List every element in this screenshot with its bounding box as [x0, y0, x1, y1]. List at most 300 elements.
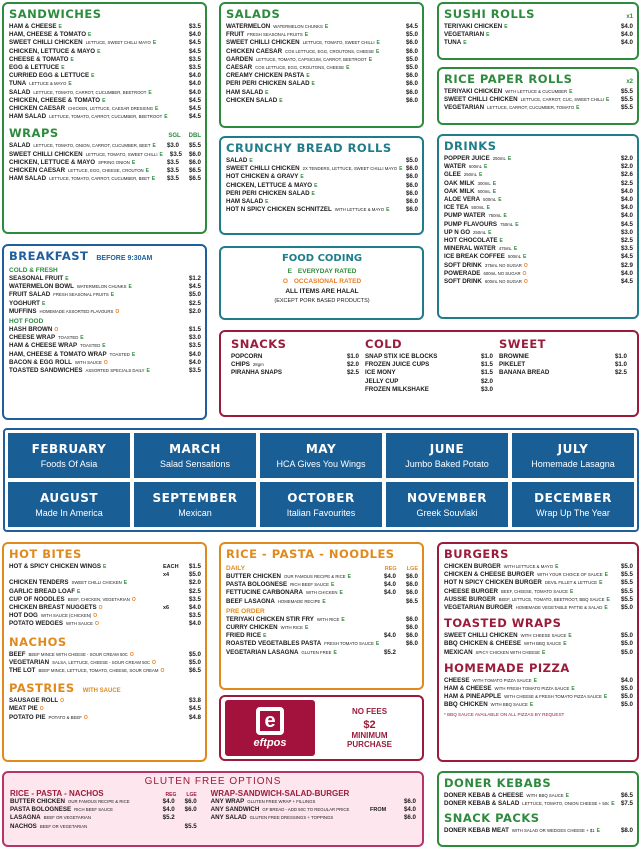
item-price-regular: $4.0	[383, 581, 396, 589]
item-title: POPCORN	[231, 353, 263, 360]
item-name	[444, 596, 610, 604]
menu-item	[226, 632, 418, 640]
item-price: $6.0	[405, 72, 418, 80]
everyday-rating: E	[368, 56, 373, 63]
item-title: BUTTER CHICKEN	[226, 573, 281, 580]
item-name	[444, 701, 609, 709]
drinks-list	[444, 155, 633, 286]
menu-item	[9, 308, 201, 316]
item-note: GLUTEN FREE	[301, 649, 332, 655]
item-price: $5.0	[620, 563, 633, 570]
menu-item	[444, 180, 633, 188]
item-price-large: $6.0	[184, 798, 197, 805]
sushi-list	[444, 23, 633, 48]
menu-item	[9, 588, 201, 596]
salads-title: SALADS	[226, 7, 281, 21]
sushi-panel	[437, 2, 639, 60]
item-price: $4.0	[188, 80, 201, 88]
month-tile	[386, 433, 508, 478]
item-note: TOASTED	[58, 335, 79, 341]
item-title: CURRY CHICKEN	[226, 624, 278, 632]
item-title: ANY SALAD	[210, 814, 247, 822]
item-note: LETTUCE, CARROT, CUCUMBER, TOMATO	[487, 105, 575, 111]
item-name	[9, 579, 163, 587]
item-title: SOFT DRINK	[444, 278, 482, 286]
everyday-rating: E	[499, 238, 503, 245]
item-name	[9, 283, 177, 291]
item-name	[365, 369, 469, 377]
snacks-title: SNACKS	[231, 337, 287, 351]
menu-item	[226, 206, 418, 214]
everyday-rating: E	[555, 564, 559, 570]
month-theme: Mexican	[178, 508, 212, 518]
everyday-rating: E	[110, 292, 115, 299]
month-name: MAY	[305, 442, 337, 456]
item-title: PUMP FLAVOURS	[444, 220, 498, 228]
menu-item	[444, 23, 633, 31]
item-title: TERIYAKI CHICKEN STIR FRY	[226, 615, 314, 623]
item-title: LASAGNA	[10, 814, 41, 822]
everyday-rating: E	[492, 188, 497, 195]
item-name	[444, 188, 609, 196]
item-price: $3.8	[188, 697, 201, 705]
item-title: DONER KEBAB & SALAD	[444, 800, 520, 808]
month-tile	[260, 433, 382, 478]
item-price: $2.5	[188, 587, 201, 595]
menu-item	[226, 89, 418, 97]
everyday-rating: E	[314, 182, 318, 189]
menu-item	[226, 573, 418, 581]
sushi-title: SUSHI ROLLS	[444, 7, 535, 21]
item-name	[444, 563, 609, 571]
everyday-rating: E	[603, 694, 608, 701]
item-note: 750mL	[500, 221, 514, 227]
item-name	[444, 221, 609, 229]
item-name	[226, 581, 374, 589]
item-price: $1.0	[346, 353, 359, 360]
menu-item	[444, 640, 633, 648]
item-price: $6.0	[405, 165, 418, 173]
item-title: WATER	[444, 163, 466, 171]
menu-item	[444, 596, 633, 604]
occasional-letter: O	[282, 278, 288, 285]
gluten-right-list	[211, 798, 416, 823]
item-name	[9, 97, 177, 105]
item-title: PIRANHA SNAPS	[231, 369, 282, 377]
item-price: $4.5	[405, 23, 418, 30]
item-note: WITH LETTUCE & MAYO	[503, 564, 554, 569]
hotbites-title: HOT BITES	[9, 547, 82, 561]
everyday-rating: E	[515, 221, 519, 228]
doner-panel	[437, 771, 639, 847]
item-name	[231, 353, 335, 361]
item-name	[226, 616, 374, 624]
item-price: $5.0	[405, 64, 418, 72]
item-name	[9, 563, 163, 571]
item-note: LETTUCE, SWEET CHILLI MAYO	[85, 40, 151, 46]
menu-item	[226, 598, 418, 606]
item-price: $5.0	[620, 693, 633, 701]
item-note: WITH SALAD OR WEDGES CHEESE + $1	[511, 828, 595, 834]
menu-item	[9, 151, 201, 159]
item-note: LETTUCE, TOMATO, ONION, CARROT, CUCUMBER, BEET	[33, 143, 151, 149]
item-title: CHICKEN BREAST NUGGETS	[9, 604, 97, 612]
item-title: BEEF LASAGNA	[226, 597, 275, 605]
item-name	[9, 56, 177, 64]
everyday-rating: E	[311, 81, 315, 88]
menu-item	[226, 640, 418, 648]
item-name	[10, 798, 153, 806]
item-note: FRESH TOMATO SAUCE	[324, 641, 374, 647]
menu-item	[226, 581, 418, 589]
item-title: TUNA	[9, 80, 27, 88]
item-title: EGG & LETTUCE	[9, 64, 60, 72]
everyday-rating: E	[152, 143, 156, 150]
everyday-rating: E	[159, 151, 163, 158]
item-note: DEVIL FILLET & LETTUCE	[544, 580, 598, 586]
item-name	[9, 275, 177, 283]
item-name	[226, 649, 374, 657]
rpn-lge-header: LGE	[406, 566, 418, 572]
item-price: $3.0	[620, 228, 633, 236]
eftpos-panel	[219, 695, 424, 761]
pastries-title: PASTRIES	[9, 681, 75, 696]
item-name	[9, 667, 177, 675]
menu-item	[226, 97, 418, 105]
item-price-large: $6.0	[188, 150, 201, 158]
item-note: 250mL	[473, 229, 487, 235]
item-title: ICE BREAK COFFEE	[444, 253, 505, 261]
menu-item	[9, 571, 201, 579]
everyday-rating: E	[596, 828, 600, 835]
item-title: CHICKEN, LETTUCE & MAYO	[9, 47, 96, 55]
item-title: VEGETARIAN	[444, 104, 485, 112]
item-name	[9, 175, 157, 183]
item-note: BEEF MINCE, LETTUCE, TOMATO, CHEESE, SOUR CREAM	[38, 668, 159, 674]
item-price: $5.0	[188, 650, 201, 658]
item-price: $5.0	[188, 571, 201, 579]
month-name: OCTOBER	[287, 491, 355, 505]
item-title: POWERADE	[444, 269, 481, 277]
item-price: $2.5	[614, 369, 627, 377]
item-name	[9, 334, 177, 342]
item-title: CHICKEN, LETTUCE & MAYO	[226, 181, 313, 189]
item-title: JELLY CUP	[365, 377, 399, 385]
salad-list	[226, 23, 418, 105]
everyday-rating: E	[77, 588, 81, 595]
menu-item	[444, 685, 633, 693]
item-price: $5.0	[620, 632, 633, 640]
item-note: FRESH SEASONAL FRUITS	[53, 292, 109, 298]
item-note: WITH LETTUCE & CUCUMBER	[505, 89, 568, 94]
item-name	[9, 300, 177, 308]
occasional-label: OCCASIONAL RATED	[293, 278, 362, 285]
menu-item	[444, 229, 633, 237]
item-note: OUR FAMOUS RECIPE & RICE	[68, 799, 130, 804]
menu-item	[226, 624, 418, 632]
menu-item	[226, 80, 418, 88]
item-note: RICH BEEF SAUCE	[290, 582, 329, 588]
menu-item	[444, 212, 633, 220]
everyday-rating: E	[533, 677, 537, 684]
item-price: $2.5	[620, 237, 633, 245]
item-note: SPICY CHICKEN WITH CHEESE	[475, 649, 540, 655]
item-price: $1.0	[480, 353, 493, 360]
month-tile	[386, 482, 508, 527]
item-name	[499, 361, 603, 369]
item-price: $5.0	[188, 658, 201, 666]
item-price: $5.0	[620, 685, 633, 693]
item-price: $6.0	[405, 96, 418, 104]
item-note: 250mL	[463, 172, 477, 178]
item-note: 600mL	[468, 164, 483, 170]
item-price-regular: $3.0	[166, 142, 179, 150]
item-name	[211, 806, 370, 814]
item-note: WITH BBQ SAUCE	[524, 641, 562, 647]
everyday-rating: E	[279, 97, 283, 104]
item-name	[9, 159, 157, 167]
everyday-rating: E	[347, 574, 351, 580]
item-price: $4.0	[188, 88, 201, 96]
item-title: SOFT DRINK	[444, 261, 482, 269]
item-title: VEGETARIAN	[444, 31, 485, 39]
menu-item	[444, 701, 633, 709]
item-name	[444, 212, 609, 220]
month-tile	[8, 482, 130, 527]
item-title: CHIPS	[231, 361, 250, 369]
menu-item	[211, 798, 416, 806]
item-title: ICE TEA	[444, 204, 469, 212]
doner-title: DONER KEBABS	[444, 776, 552, 790]
item-price: $1.0	[614, 353, 627, 360]
item-name	[9, 291, 177, 299]
item-price: $4.5	[620, 253, 633, 261]
menu-item	[226, 589, 418, 597]
item-name	[444, 163, 609, 171]
item-name	[226, 165, 402, 173]
occasional-rating: O	[160, 668, 165, 675]
menu-item	[444, 262, 633, 270]
item-title: HOT DOG	[9, 612, 38, 620]
item-note: 28gm	[252, 362, 264, 368]
item-name	[226, 573, 374, 581]
item-price: $6.0	[405, 206, 418, 214]
occasional-rating: O	[93, 613, 98, 620]
item-title: DONER KEBAB & CHEESE	[444, 792, 524, 799]
wraps-dbl-header: DBL	[188, 133, 201, 140]
item-price: $4.5	[188, 47, 201, 55]
menu-item	[499, 369, 627, 377]
item-title: DONER KEBAB MEAT	[444, 827, 509, 835]
item-name	[226, 173, 394, 181]
item-title: MEAT PIE	[9, 705, 38, 713]
item-name	[226, 598, 374, 606]
eftpos-e-icon: e	[256, 707, 284, 735]
item-price: $5.5	[620, 104, 633, 112]
item-price-large: $6.0	[405, 640, 418, 648]
menu-item	[444, 96, 633, 104]
item-note: LETTUCE, EGG, CHEESE, CROUTON	[68, 168, 144, 174]
item-note: CHICKEN, LETTUCE, CAESAR DRESSING	[68, 106, 154, 112]
nachos-list	[9, 651, 201, 676]
item-name	[444, 31, 609, 39]
item-name	[499, 369, 603, 377]
menu-item	[9, 23, 201, 31]
menu-item	[444, 800, 633, 808]
item-price: $5.5	[620, 587, 633, 595]
month-tile	[512, 433, 634, 478]
nofees-label: NO FEES	[351, 707, 388, 716]
item-price: $8.0	[620, 827, 633, 835]
item-note: WATERMELON CHUNKS	[76, 284, 127, 290]
occasional-rating: O	[129, 651, 134, 658]
item-name	[444, 171, 609, 179]
item-name	[9, 659, 177, 667]
item-note: WATERMELON CHUNKS	[273, 24, 323, 29]
item-name	[9, 342, 177, 350]
item-price-regular: $3.5	[169, 150, 182, 158]
item-title: HAM & PINEAPPLE	[444, 693, 502, 701]
month-theme: Greek Souvlaki	[416, 508, 478, 518]
menu-item	[226, 23, 418, 31]
item-price: $4.5	[188, 113, 201, 121]
item-price: $5.0	[620, 701, 633, 709]
item-name	[226, 632, 374, 640]
menu-item	[9, 80, 201, 88]
item-price: $4.5	[188, 705, 201, 713]
item-price: $4.0	[188, 604, 201, 612]
sandwiches-title: SANDWICHES	[9, 7, 102, 21]
everyday-rating: E	[151, 176, 156, 183]
menu-item	[9, 291, 201, 299]
item-note: WITH YOUR CHOICE OF SAUCE	[537, 572, 603, 578]
everyday-rating: E	[265, 199, 269, 206]
item-name	[444, 204, 609, 212]
item-name	[444, 571, 609, 579]
item-price-regular: $4.0	[383, 632, 396, 640]
item-note: WITH RICE	[280, 625, 304, 631]
item-name	[444, 104, 609, 112]
item-note: COS LETTUCE, EGG, CROUTONS, CHEESE	[255, 65, 345, 71]
item-note: WITH RICE	[316, 616, 340, 622]
item-price: $4.5	[188, 96, 201, 104]
item-name	[444, 229, 609, 237]
everyday-rating: E	[479, 172, 483, 179]
item-name	[365, 386, 469, 394]
ricepaper-qty: x2	[626, 79, 633, 85]
item-title: CUP OF NOODLES	[9, 595, 65, 603]
item-title: HAM & CHEESE WRAP	[9, 342, 78, 350]
item-quantity: x6	[163, 605, 170, 612]
item-price-large: $6.0	[405, 589, 418, 597]
item-title: TERIYAKI CHICKEN	[444, 23, 503, 30]
everyday-rating: E	[131, 351, 136, 358]
item-name	[226, 97, 394, 105]
everyday-rating: E	[249, 158, 253, 164]
bf-hot-list	[9, 326, 201, 375]
item-name	[9, 705, 177, 713]
item-price: $1.0	[614, 361, 627, 369]
cold-title: COLD	[365, 337, 403, 351]
item-name	[365, 378, 469, 386]
everyday-rating: E	[486, 205, 490, 212]
menu-item	[444, 677, 633, 685]
item-title: CHEESE & TOMATO	[9, 55, 69, 63]
item-name	[9, 596, 163, 604]
everyday-rating: E	[570, 588, 574, 595]
rpn-list	[226, 573, 418, 606]
item-title: PASTA BOLOGNESE	[10, 806, 72, 814]
menu-item	[226, 198, 418, 206]
month-theme: Italian Favourites	[286, 508, 356, 518]
item-note: BEEF MINCE WITH CHEESE - SOUR CREAM 50C	[28, 651, 128, 657]
menu-item	[365, 386, 493, 394]
everyday-rating: E	[541, 649, 546, 656]
item-name	[10, 814, 153, 822]
item-title: HOT & SPICY CHICKEN WINGS	[9, 563, 102, 570]
item-note: 500mL	[483, 197, 497, 203]
menu-item	[444, 155, 633, 163]
drinks-title: DRINKS	[444, 139, 497, 153]
everyday-rating: E	[498, 197, 502, 204]
item-note: SWEET CHILLI CHICKEN	[71, 580, 122, 586]
occasional-rating: O	[115, 308, 120, 315]
item-price: $6.0	[405, 173, 418, 181]
item-note: LETTUCE, TOMATO, CAPSICUM, CARROT, BEETROOT	[255, 56, 367, 62]
everyday-rating: E	[41, 300, 46, 307]
item-price: $3.5	[188, 55, 201, 63]
menu-item	[444, 31, 633, 39]
everyday-rating: E	[152, 40, 157, 47]
menu-item	[9, 705, 201, 713]
item-name	[444, 792, 609, 800]
item-title: ANY SANDWICH	[210, 806, 260, 814]
item-note: RICH BEEF SAUCE	[74, 807, 113, 813]
minimum-amount: $2	[363, 719, 376, 731]
everyday-rating: E	[128, 284, 132, 291]
item-title: SALAD	[226, 157, 248, 164]
item-name	[9, 48, 177, 56]
item-name	[226, 72, 394, 80]
everyday-rating: E	[306, 73, 310, 80]
month-tile	[260, 482, 382, 527]
menu-item	[499, 353, 627, 361]
item-title: CHICKEN & CHEESE BURGER	[444, 571, 535, 579]
item-note: WITH CHEESE & FRESH TOMATO PIZZA SAUCE	[504, 694, 602, 700]
item-title: HAM, CHEESE & TOMATO WRAP	[9, 350, 107, 358]
item-name	[499, 353, 603, 361]
purchase-label: PURCHASE	[347, 740, 392, 749]
menu-item	[444, 278, 633, 286]
everyday-rating: E	[571, 686, 575, 693]
everyday-rating: E	[123, 580, 128, 587]
item-name	[9, 651, 177, 659]
item-price: $2.5	[620, 179, 633, 187]
item-price: $4.5	[620, 278, 633, 286]
toastedwraps-list	[444, 632, 633, 657]
item-note: FRESH SEASONAL FRUITS	[247, 32, 303, 38]
item-title: CHEESE WRAP	[9, 334, 56, 342]
sandwiches-panel	[2, 2, 207, 234]
ricepaper-panel	[437, 67, 639, 125]
item-name	[365, 361, 469, 369]
everyday-rating: E	[300, 174, 304, 181]
breakfast-panel	[2, 244, 207, 420]
pastries-list	[9, 697, 201, 722]
menu-item	[9, 159, 201, 167]
everyday-rating: E	[375, 641, 380, 648]
item-note: WITH CHEESE SAUCE	[520, 633, 567, 639]
